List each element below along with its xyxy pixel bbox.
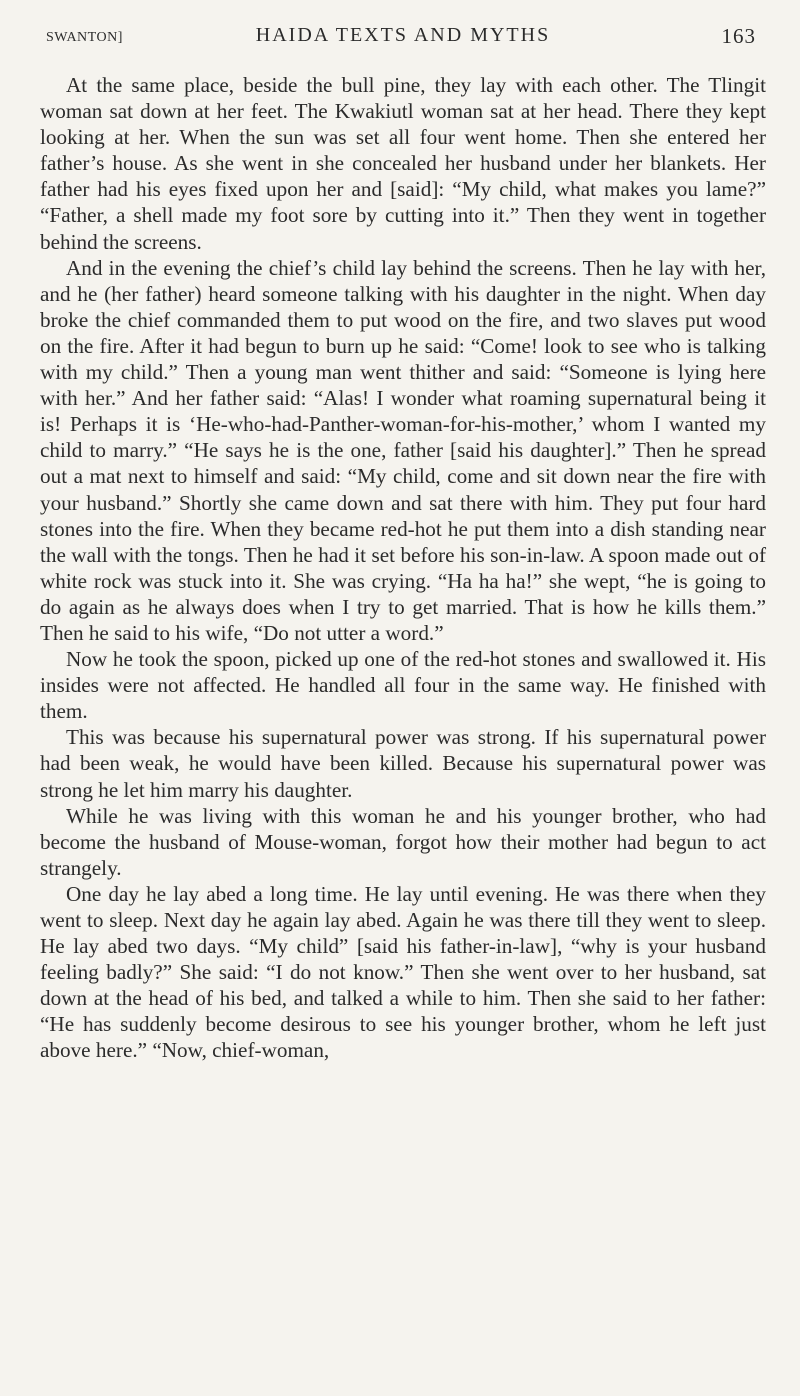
paragraph: And in the evening the chief’s child lay behind the screens. Then he lay with her, and he (her father) heard someone talking with his daughter in the night. When day broke the chief commanded them to put wood on the fire, and two slaves put wood on the fire. After it had begun to burn up he said: “Come! look to see who is talking with my child.” Then a young man went thither and said: “Someone is lying here with her.” And her father said: “Alas! I wonder what roaming supernatural being it is! Perhaps it is ‘He-who-had-Panther-woman-for-his-mother,’ whom I wanted my child to marry.” “He says he is the one, father [said his daughter].” Then he spread out a mat next to himself and said: “My child, come and sit down near the fire with your husband.” Shortly she came down and sat there with him. They put four hard stones into the fire. When they became red-hot he put them into a dish standing near the wall with the tongs. Then he had it set before his son-in-law. A spoon made out of white rock was stuck into it. She was crying. “Ha ha ha!” she wept, “he is going to do again as he always does when I try to get married. That is how he kills them.” Then he said to his wife, “Do not utter a word.” bbox=[40, 255, 766, 645]
running-head bbox=[40, 22, 766, 62]
paragraph: This was because his supernatural power was strong. If his supernatural power had been weak, he would have been killed. Because his supernatural power was strong he let him marry his daughter. bbox=[40, 725, 766, 802]
paragraph: Now he took the spoon, picked up one of the red-hot stones and swallowed it. His insides were not affected. He handled all four in the same way. He finished with them. bbox=[40, 647, 766, 724]
running-head-title: HAIDA TEXTS AND MYTHS bbox=[255, 24, 551, 46]
running-head-author: SWANTON] bbox=[46, 30, 123, 45]
paragraph: One day he lay abed a long time. He lay until evening. He was there when they went to sleep. Next day he again lay abed. Again he was there till they went to sleep. He lay abed two days. “My child” [said his father-in-law], “why is your husband feeling badly?” She said: “I do not know.” Then she went over to her husband, sat down at the head of his bed, and talked a while to him. Then she said to her father: “He has suddenly become desirous to see his younger brother, whom he left just above here.” “Now, chief-woman, bbox=[40, 881, 766, 1063]
body-text bbox=[40, 72, 766, 1064]
paragraph: At the same place, beside the bull pine, they lay with each other. The Tlingit woman sat down at her feet. The Kwakiutl woman sat at her head. There they kept looking at her. When the sun was set all four went home. Then she entered her father’s house. As she went in she concealed her husband under her blankets. Her father had his eyes fixed upon her and [said]: “My child, what makes you lame?” “Father, a shell made my foot sore by cutting into it.” Then they went in together behind the screens. bbox=[40, 73, 766, 254]
paragraph: While he was living with this woman he and his younger brother, who had become the husband of Mouse-woman, forgot how their mother had begun to act strangely. bbox=[40, 803, 766, 880]
page-number: 163 bbox=[721, 24, 756, 48]
